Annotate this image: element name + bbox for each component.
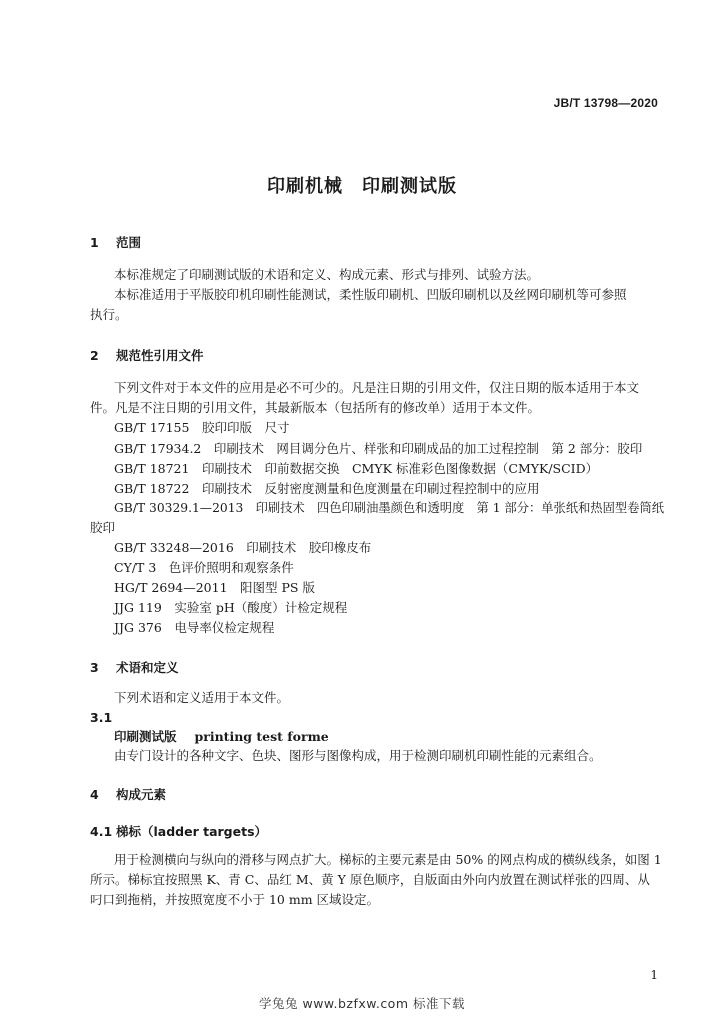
section-1-heading [90, 233, 141, 251]
section-number: 3 [90, 660, 99, 675]
paragraph: 叼口到拖梢，并按照宽度不小于 10 mm 区域设定。 [90, 892, 380, 907]
document-title: 印刷机械 印刷测试版 [267, 176, 457, 197]
paragraph: 下列文件对于本文件的应用是必不可少的。凡是注日期的引用文件，仅注日期的版本适用于本文 [114, 380, 640, 395]
section-4-heading [90, 785, 166, 803]
section-2-heading [90, 346, 204, 364]
term-chinese: 印刷测试版 [114, 729, 177, 744]
section-number: 1 [90, 235, 99, 250]
paragraph: 件。凡是不注日期的引用文件，其最新版本（包括所有的修改单）适用于本文件。 [90, 400, 541, 415]
reference-item: JJG 376 电导率仪检定规程 [114, 620, 275, 635]
reference-item: JJG 119 实验室 pH（酸度）计检定规程 [114, 600, 348, 615]
reference-item: GB/T 17934.2 印刷技术 网目调分色片、样张和印刷成品的加工过程控制 第 2 部分：胶印 [114, 441, 643, 456]
reference-item-continuation: 胶印 [90, 520, 116, 535]
section-title: 规范性引用文件 [116, 348, 204, 363]
subsection-number: 4.1 [90, 824, 113, 839]
section-title: 术语和定义 [116, 660, 179, 675]
term-english: printing test forme [194, 729, 329, 744]
paragraph: 下列术语和定义适用于本文件。 [114, 690, 290, 705]
reference-item: HG/T 2694—2011 阳图型 PS 版 [114, 580, 315, 595]
paragraph: 本标准适用于平版胶印机印刷性能测试，柔性版印刷机、凹版印刷机以及丝网印刷机等可参照 [114, 287, 627, 302]
paragraph: 所示。梯标宜按照黑 K、青 C、品红 M、黄 Y 原色顺序，自版面由外向内放置在测试样张的四周、从 [90, 872, 650, 887]
paragraph: 用于检测横向与纵向的滑移与网点扩大。梯标的主要元素是由 50% 的网点构成的横纵线条，如图 1 [114, 852, 662, 867]
subsection-title: 梯标（ladder targets） [116, 824, 268, 839]
standard-id: JB/T 13798—2020 [553, 96, 658, 110]
reference-item: GB/T 18721 印刷技术 印前数据交换 CMYK 标准彩色图像数据（CMYK/SCID） [114, 461, 599, 476]
reference-item: GB/T 17155 胶印印版 尺寸 [114, 420, 290, 435]
paragraph: 执行。 [90, 307, 128, 322]
reference-item: GB/T 33248—2016 印刷技术 胶印橡皮布 [114, 540, 372, 555]
term-entry [114, 728, 329, 746]
section-number: 4 [90, 787, 99, 802]
page-number: 1 [650, 968, 658, 982]
section-number: 2 [90, 348, 99, 363]
section-title: 构成元素 [116, 787, 167, 802]
subsection-4-1-heading [90, 822, 267, 840]
section-3-heading [90, 658, 179, 676]
paragraph: 本标准规定了印刷测试版的术语和定义、构成元素、形式与排列、试验方法。 [114, 267, 540, 282]
reference-item: GB/T 18722 印刷技术 反射密度测量和色度测量在印刷过程控制中的应用 [114, 481, 540, 496]
section-title: 范围 [116, 235, 142, 250]
reference-item: GB/T 30329.1—2013 印刷技术 四色印刷油墨颜色和透明度 第 1 部分：单张纸和热固型卷筒纸 [114, 500, 665, 515]
reference-item: CY/T 3 色评价照明和观察条件 [114, 560, 294, 575]
watermark-footer: 学兔兔 www.bzfxw.com 标准下载 [259, 996, 465, 1011]
term-definition: 由专门设计的各种文字、色块、图形与图像构成，用于检测印刷机印刷性能的元素组合。 [114, 748, 602, 763]
subsection-number: 3.1 [90, 710, 113, 725]
